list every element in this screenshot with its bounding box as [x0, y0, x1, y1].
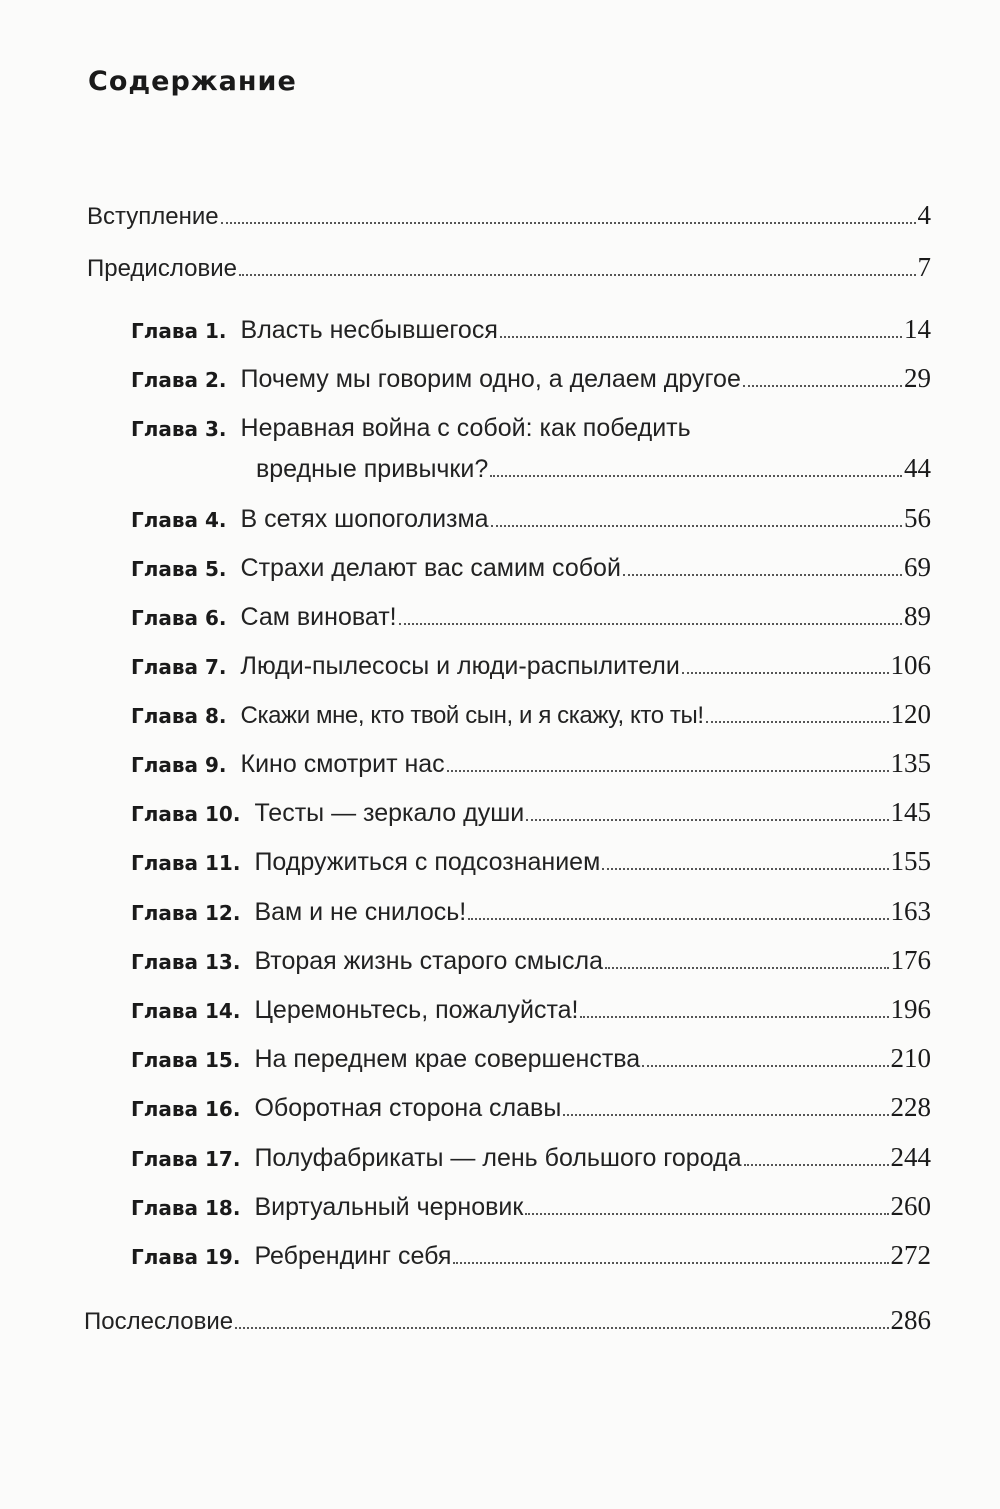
toc-entry-chapter-19[interactable] — [131, 1239, 931, 1273]
entry-title: В сетях шопоголизма — [240, 505, 489, 533]
toc-entry-chapter-15[interactable] — [131, 1042, 931, 1076]
chapter-label: Глава 11. — [131, 851, 241, 875]
entry-title: Почему мы говорим одно, а делаем другое — [240, 365, 741, 393]
toc-entry-chapter-12[interactable] — [131, 895, 931, 929]
toc-entry-afterword[interactable] — [84, 1304, 931, 1338]
chapter-label: Глава 15. — [131, 1048, 241, 1072]
entry-page-number: 272 — [890, 1240, 931, 1270]
chapter-label: Глава 3. — [131, 417, 227, 441]
entry-page-number: 89 — [904, 601, 931, 631]
toc-entry-chapter-14[interactable] — [131, 993, 931, 1027]
chapter-label: Глава 13. — [131, 950, 241, 974]
chapter-label: Глава 6. — [131, 606, 227, 630]
page-title: Содержание — [88, 66, 297, 97]
toc-entry-chapter-3-line-2[interactable] — [256, 452, 931, 485]
entry-page-number: 14 — [904, 314, 931, 344]
entry-title: Полуфабрикаты — лень большого города — [254, 1144, 742, 1172]
dot-leader — [453, 1262, 888, 1264]
entry-page-number: 286 — [890, 1305, 931, 1335]
chapter-label: Глава 17. — [131, 1147, 241, 1171]
toc-entry-chapter-2[interactable] — [131, 362, 931, 396]
entry-title: Люди-пылесосы и люди-распылители — [240, 652, 680, 680]
chapter-label: Глава 8. — [131, 704, 227, 728]
entry-page-number: 145 — [890, 797, 931, 827]
dot-leader — [500, 336, 902, 338]
entry-page-number: 56 — [904, 503, 931, 533]
entry-title: Власть несбывшегося — [240, 316, 498, 344]
toc-entry-chapter-4[interactable] — [131, 502, 931, 536]
chapter-label: Глава 19. — [131, 1245, 241, 1269]
dot-leader — [580, 1016, 888, 1018]
chapter-label: Глава 14. — [131, 999, 241, 1023]
dot-leader — [602, 868, 888, 870]
entry-title: Тесты — зеркало души — [254, 799, 525, 827]
dot-leader — [682, 672, 889, 674]
chapter-label: Глава 4. — [131, 508, 227, 532]
dot-leader — [221, 222, 916, 224]
entry-title: Оборотная сторона славы — [254, 1094, 562, 1122]
entry-title: Ребрендинг себя — [254, 1242, 452, 1270]
entry-title: Страхи делают вас самим собой — [240, 554, 621, 582]
entry-title: Церемоньтесь, пожалуйста! — [254, 996, 579, 1024]
chapter-label: Глава 16. — [131, 1097, 241, 1121]
entry-page-number: 106 — [890, 650, 931, 680]
dot-leader — [706, 721, 889, 723]
toc-entry-chapter-9[interactable] — [131, 747, 931, 781]
dot-leader — [623, 574, 902, 576]
entry-title: Неравная война с собой: как победить — [240, 414, 691, 442]
entry-page-number: 44 — [904, 453, 931, 483]
entry-title: Сам виноват! — [240, 603, 397, 631]
entry-title: Послесловие — [84, 1308, 234, 1335]
dot-leader — [491, 525, 902, 527]
entry-title: Виртуальный черновик — [254, 1193, 524, 1221]
entry-page-number: 260 — [890, 1191, 931, 1221]
toc-entry-chapter-3-line-1[interactable] — [131, 412, 931, 445]
chapter-label: Глава 5. — [131, 557, 227, 581]
chapter-label: Глава 18. — [131, 1196, 241, 1220]
toc-entry-chapter-13[interactable] — [131, 944, 931, 978]
chapter-label: Глава 2. — [131, 368, 227, 392]
chapter-label: Глава 1. — [131, 319, 227, 343]
entry-page-number: 155 — [890, 846, 931, 876]
toc-entry-chapter-10[interactable] — [131, 796, 931, 830]
dot-leader — [526, 819, 888, 821]
entry-page-number: 244 — [890, 1142, 931, 1172]
dot-leader — [399, 623, 902, 625]
entry-page-number: 196 — [890, 994, 931, 1024]
entry-page-number: 7 — [917, 252, 931, 282]
toc-entry-chapter-5[interactable] — [131, 551, 931, 585]
dot-leader — [642, 1065, 888, 1067]
entry-page-number: 4 — [917, 200, 931, 230]
dot-leader — [447, 770, 889, 772]
chapter-label: Глава 7. — [131, 655, 227, 679]
chapter-label: Глава 9. — [131, 753, 227, 777]
entry-title: Вам и не снилось! — [254, 898, 467, 926]
toc-entry-chapter-6[interactable] — [131, 600, 931, 634]
toc-entry-preface[interactable] — [87, 251, 931, 285]
entry-page-number: 210 — [890, 1043, 931, 1073]
toc-entry-introduction[interactable] — [87, 199, 931, 233]
toc-entry-chapter-8[interactable] — [131, 698, 931, 732]
dot-leader — [744, 1164, 889, 1166]
dot-leader — [743, 385, 902, 387]
chapter-label: Глава 10. — [131, 802, 241, 826]
dot-leader — [239, 274, 916, 276]
entry-title: Вступление — [87, 203, 219, 230]
entry-page-number: 228 — [890, 1092, 931, 1122]
toc-entry-chapter-1[interactable] — [131, 313, 931, 347]
dot-leader — [605, 967, 888, 969]
dot-leader — [525, 1213, 888, 1215]
entry-title: На переднем крае совершенства — [254, 1045, 641, 1073]
toc-entry-chapter-7[interactable] — [131, 649, 931, 683]
toc-entry-chapter-17[interactable] — [131, 1141, 931, 1175]
entry-title: Скажи мне, кто твой сын, и я скажу, кто ты! — [240, 702, 704, 729]
entry-title-continuation: вредные привычки? — [256, 455, 489, 483]
toc-entry-chapter-11[interactable] — [131, 845, 931, 879]
entry-title: Предисловие — [87, 255, 237, 282]
entry-page-number: 29 — [904, 363, 931, 393]
entry-page-number: 135 — [890, 748, 931, 778]
dot-leader — [490, 475, 902, 477]
entry-title: Подружиться с подсознанием — [254, 848, 601, 876]
dot-leader — [235, 1327, 888, 1329]
entry-page-number: 120 — [890, 699, 931, 729]
chapter-label: Глава 12. — [131, 901, 241, 925]
entry-page-number: 69 — [904, 552, 931, 582]
dot-leader — [468, 918, 888, 920]
toc-entry-chapter-16[interactable] — [131, 1091, 931, 1125]
dot-leader — [563, 1114, 888, 1116]
entry-page-number: 176 — [890, 945, 931, 975]
entry-page-number: 163 — [890, 896, 931, 926]
entry-title: Вторая жизнь старого смысла — [254, 947, 604, 975]
toc-entry-chapter-18[interactable] — [131, 1190, 931, 1224]
entry-title: Кино смотрит нас — [240, 750, 445, 778]
